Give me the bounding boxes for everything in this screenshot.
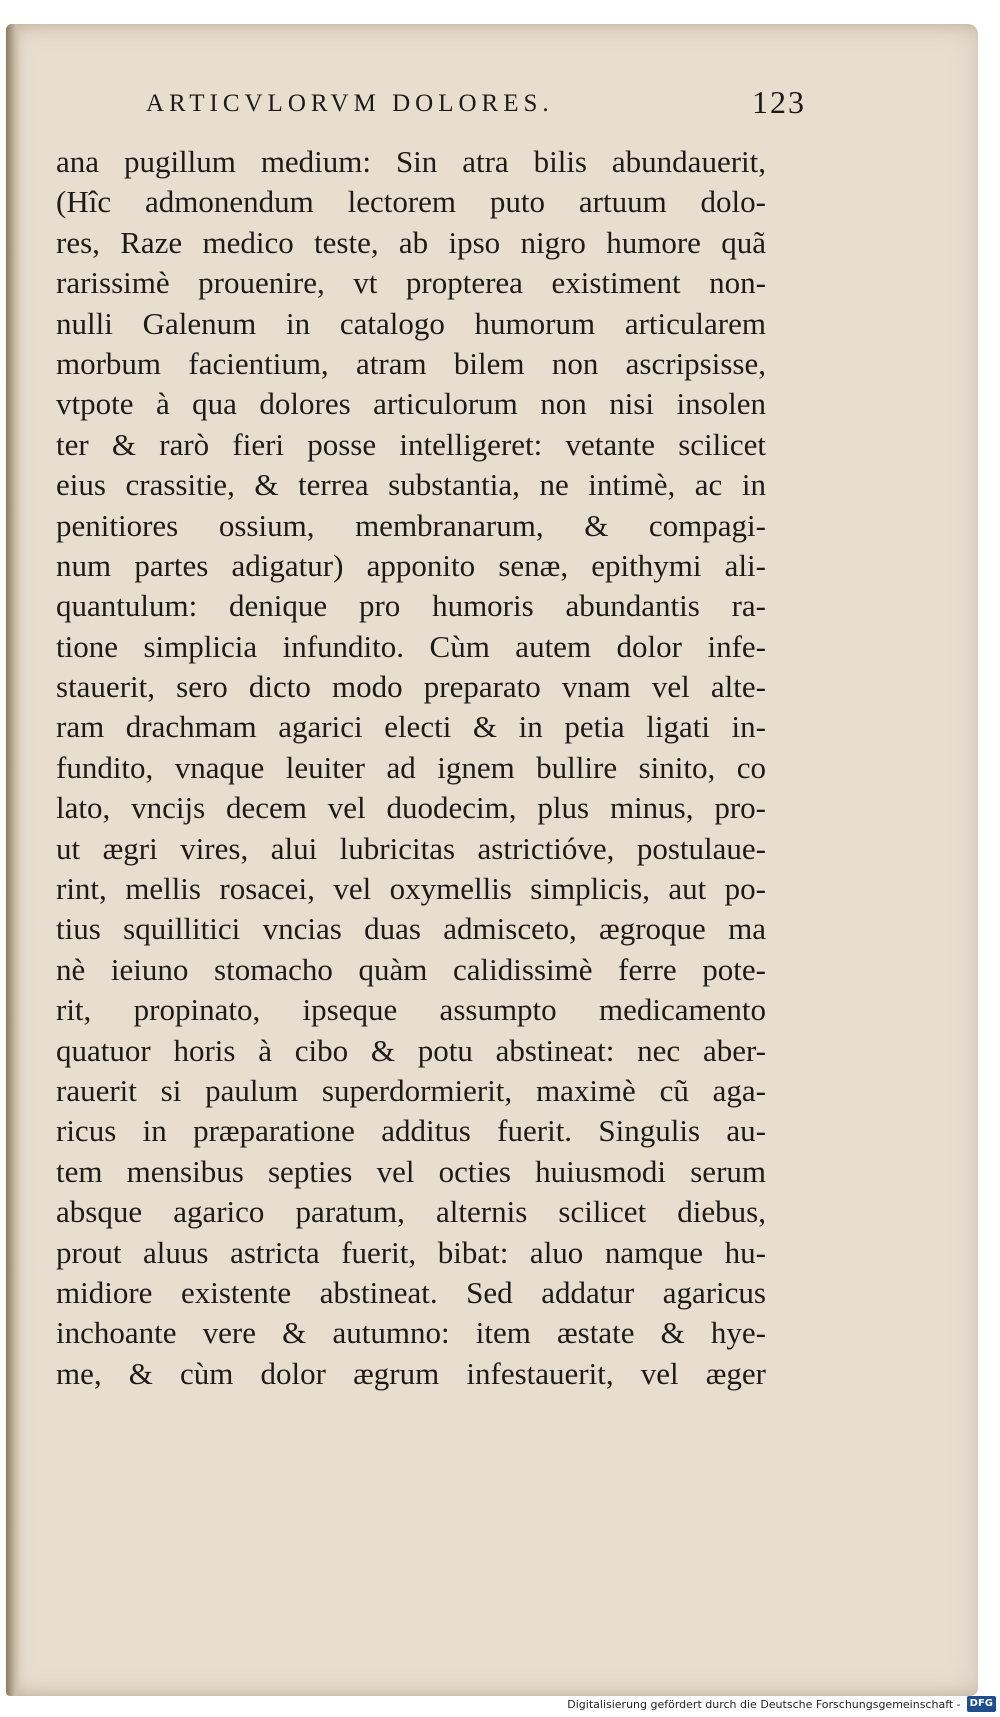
text-line: stauerit, sero dicto modo preparato vnam vel alte- <box>56 669 766 705</box>
text-line: inchoante vere & autumno: item æstate & hye- <box>56 1315 766 1351</box>
text-line: nulli Galenum in catalogo humorum articularem <box>56 305 766 341</box>
book-page <box>6 24 978 1696</box>
text-line: prout aluus astricta fuerit, bibat: aluo namque hu- <box>56 1234 766 1270</box>
dfg-logo-icon: DFG <box>967 1696 996 1712</box>
text-line: ut ægri vires, alui lubricitas astrictióve, postulaue- <box>56 830 766 866</box>
text-line: tem mensibus septies vel octies huiusmodi serum <box>56 1153 766 1189</box>
text-line: vtpote à qua dolores articulorum non nisi insolen <box>56 386 766 422</box>
text-line: tius squillitici vncias duas admisceto, ægroque ma <box>56 911 766 947</box>
page-number: 123 <box>752 84 806 120</box>
text-line: absque agarico paratum, alternis scilicet diebus, <box>56 1194 766 1230</box>
text-line: quantulum: denique pro humoris abundantis ra- <box>56 588 766 624</box>
text-line: ricus in præparatione additus fuerit. Singulis au- <box>56 1113 766 1149</box>
text-line: rint, mellis rosacei, vel oxymellis simplicis, aut po- <box>56 871 766 907</box>
text-line: penitiores ossium, membranarum, & compagi- <box>56 507 766 543</box>
text-line: lato, vncijs decem vel duodecim, plus minus, pro- <box>56 790 766 826</box>
text-line: res, Raze medico teste, ab ipso nigro humore quã <box>56 224 766 260</box>
digitization-footer <box>567 1695 996 1713</box>
running-title: ARTICVLORVM DOLORES. <box>146 90 554 117</box>
text-line: rarissimè prouenire, vt propterea existiment non- <box>56 265 766 301</box>
text-line: (Hîc admonendum lectorem puto artuum dolo- <box>56 184 766 220</box>
text-line: rit, propinato, ipseque assumpto medicamento <box>56 992 766 1028</box>
text-line: rauerit si paulum superdormierit, maximè cũ aga- <box>56 1072 766 1108</box>
text-line: eius crassitie, & terrea substantia, ne intimè, ac in <box>56 467 766 503</box>
footer-attribution: Digitalisierung gefördert durch die Deutsche Forschungsgemeinschaft - <box>567 1697 961 1711</box>
page-header <box>146 84 806 140</box>
text-line: tione simplicia infundito. Cùm autem dolor infe- <box>56 628 766 664</box>
page-spine-shadow <box>6 24 20 1696</box>
text-line: num partes adigatur) apponito senæ, epithymi ali- <box>56 547 766 583</box>
text-line: fundito, vnaque leuiter ad ignem bullire sinito, co <box>56 749 766 785</box>
text-line: quatuor horis à cibo & potu abstineat: nec aber- <box>56 1032 766 1068</box>
text-line: midiore existente abstineat. Sed addatur agaricus <box>56 1274 766 1310</box>
text-line: ter & rarò fieri posse intelligeret: vetante scilicet <box>56 426 766 462</box>
text-line: me, & cùm dolor ægrum infestauerit, vel æger <box>56 1355 766 1391</box>
text-line: morbum facientium, atram bilem non ascripsisse, <box>56 345 766 381</box>
text-line: nè ieiuno stomacho quàm calidissimè ferre pote- <box>56 951 766 987</box>
text-line: ram drachmam agarici electi & in petia ligati in- <box>56 709 766 745</box>
text-line: ana pugillum medium: Sin atra bilis abundauerit, <box>56 144 766 179</box>
body-text <box>56 142 766 1394</box>
